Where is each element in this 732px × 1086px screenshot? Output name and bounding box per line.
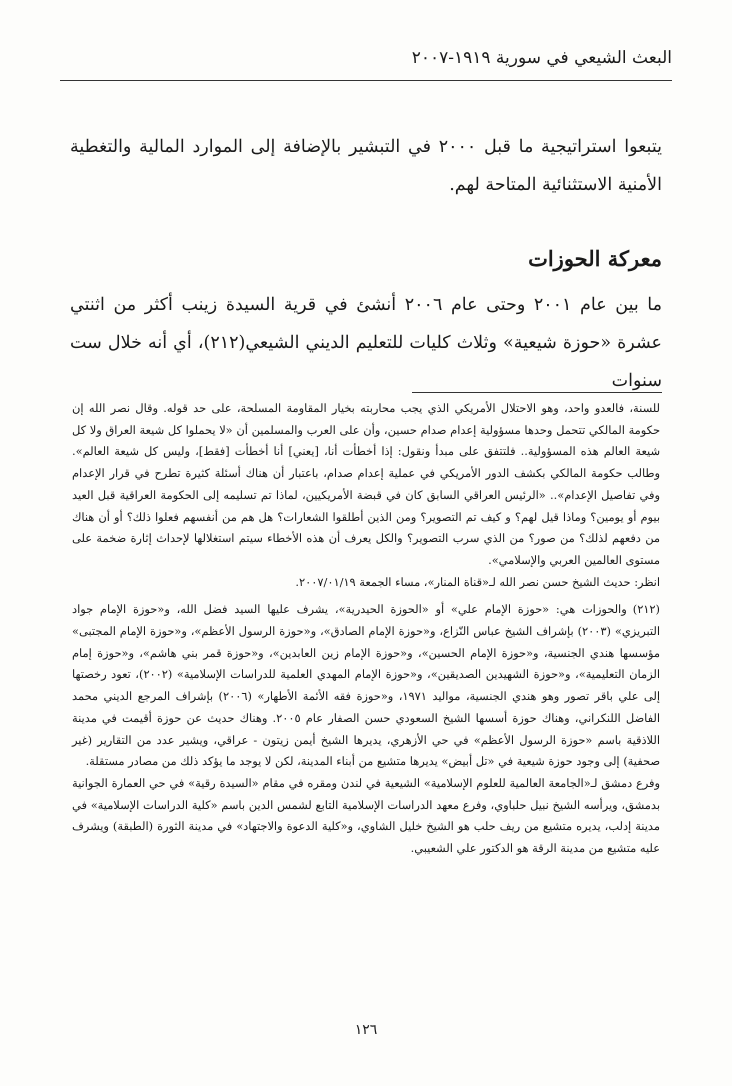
footnote-continued-text: للسنة، فالعدو واحد، وهو الاحتلال الأمريكي الذي يجب محاربته بخيار المقاومة المسلحة، على حد قوله. وقال نصر الله إن حكومة المالكي تتحمل وحدها مسؤولية إعدام صدام حسين، وأن على العرب والمسلمين أن «لا يحملوا كل شيعة العراق ولا كل شيعة العالم هذه المسؤولية.. فلتتفق على مبدأ ونقول: إذا أخطأت أنا، [يعني] أنا أخطأت [فقط]، وليس كل شيعة العالم». وطالب حكومة المالكي بكشف الدور الأمريكي في عملية إعدام صدام، باعتبار أن هناك أسئلة كثيرة تطرح في قرار الإعدام وفي تفاصيل الإعدام».. «الرئيس العراقي السابق كان في قبضة الأمريكيين، لماذا تم تسليمه إلى الحكومة العراقية قبل العيد بيوم أو يومين؟ وماذا قيل لهم؟ و كيف تم التصوير؟ ومن الذين أطلقوا الشعارات؟ هل هم من أنفسهم فعلوا ذلك؟ أو أن هناك من دفعهم لذلك؟ من صور؟ من الذي سرب التصوير؟ والكل يعرف أن هذه الأخطاء سيتم استغلالها لإحداث إثارة ضخمة على مستوى العالمين العربي والإسلامي». (72, 401, 660, 567)
page-number: ١٢٦ (354, 1022, 378, 1038)
footnote-212 (72, 599, 660, 773)
header-rule (60, 80, 672, 81)
footnote-source-line: انظر: حديث الشيخ حسن نصر الله لـ«قناة المنار»، مساء الجمعة ٢٠٠٧/٠١/١٩. (295, 574, 660, 589)
footnote-212-para-1: والحوزات هي: «حوزة الإمام علي» أو «الحوزة الحيدرية»، يشرف عليها السيد فضل الله، و«حوزة الإمام جواد التبريزي» (٢٠٠٣) بإشراف الشيخ عباس النّزاع، و«حوزة الإمام الصادق»، و«حوزة الرسول الأعظم»، و«حوزة الإمام المجتبى» مؤسسها هندي الجنسية، و«حوزة الإمام الحسين»، و«حوزة الإمام زين العابدين»، و«حوزة قمر بني هاشم»، و«حوزة إمام الزمان التعليمية»، و«حوزة الشهيدين الصديقين»، و«حوزة الإمام المهدي العلمية للدراسات الإسلامية» (٢٠٠٢)، تعود رخصتها إلى علي باقر تصور وهو هندي الجنسية، مواليد ١٩٧١، و«حوزة فقه الأئمة الأطهار» (٢٠٠٦) بإشراف المرجع الديني محمد الفاضل اللنكراني، وهناك حوزة أسسها الشيخ السعودي حسن الصفار عام ٢٠٠٥. وهناك حديث عن حوزة أقيمت في مدينة اللاذقية باسم «حوزة الرسول الأعظم» في حي الأزهري، يديرها الشيخ أيمن زيتون - عراقي، ويشير عدد من التقارير (غير صحفية) إلى وجود حوزة شيعية في «تل أبيض» يديرها متشيع من أبناء المدينة، لكن لا يوجد ما يؤكد ذلك من مصادر مستقلة. (72, 602, 661, 769)
section-paragraph: ما بين عام ٢٠٠١ وحتى عام ٢٠٠٦ أنشئ في قرية السيدة زينب أكثر من اثنتي عشرة «حوزة شيعية» وثلاث كليات للتعليم الديني الشيعي(٢١٢)، أي أنه خلال ست سنوات (70, 295, 663, 391)
running-header: البعث الشيعي في سورية ١٩١٩-٢٠٠٧ (411, 48, 672, 68)
footnote-number: (٢١٢) (632, 602, 660, 617)
footnotes (72, 398, 660, 860)
footnote-rule (412, 392, 662, 393)
footnote-212-para-2: وفرع دمشق لـ«الجامعة العالمية للعلوم الإسلامية» الشيعية في لندن ومقره في مقام «السيدة رقية» في حي العمارة الجوانية بدمشق، ويرأسه الشيخ نبيل حلباوي، وفرع معهد الدراسات الإسلامية التابع لشمس الدين باسم «كلية الدراسات الإسلامية» في مدينة إدلب، يديره متشيع من ريف حلب هو الشيخ خليل الشاوي، و«كلية الدعوة والاجتهاد» في مدينة الثورة (الطبقة) ويشرف عليه متشيع من مدينة الرقة هو الدكتور علي الشعيبي. (72, 775, 660, 856)
section-heading: معركة الحوزات (528, 246, 662, 271)
intro-paragraph: يتبعوا استراتيجية ما قبل ٢٠٠٠ في التبشير بالإضافة إلى الموارد المالية والتغطية الأمنية الاستثنائية المتاحة لهم. (70, 137, 662, 195)
